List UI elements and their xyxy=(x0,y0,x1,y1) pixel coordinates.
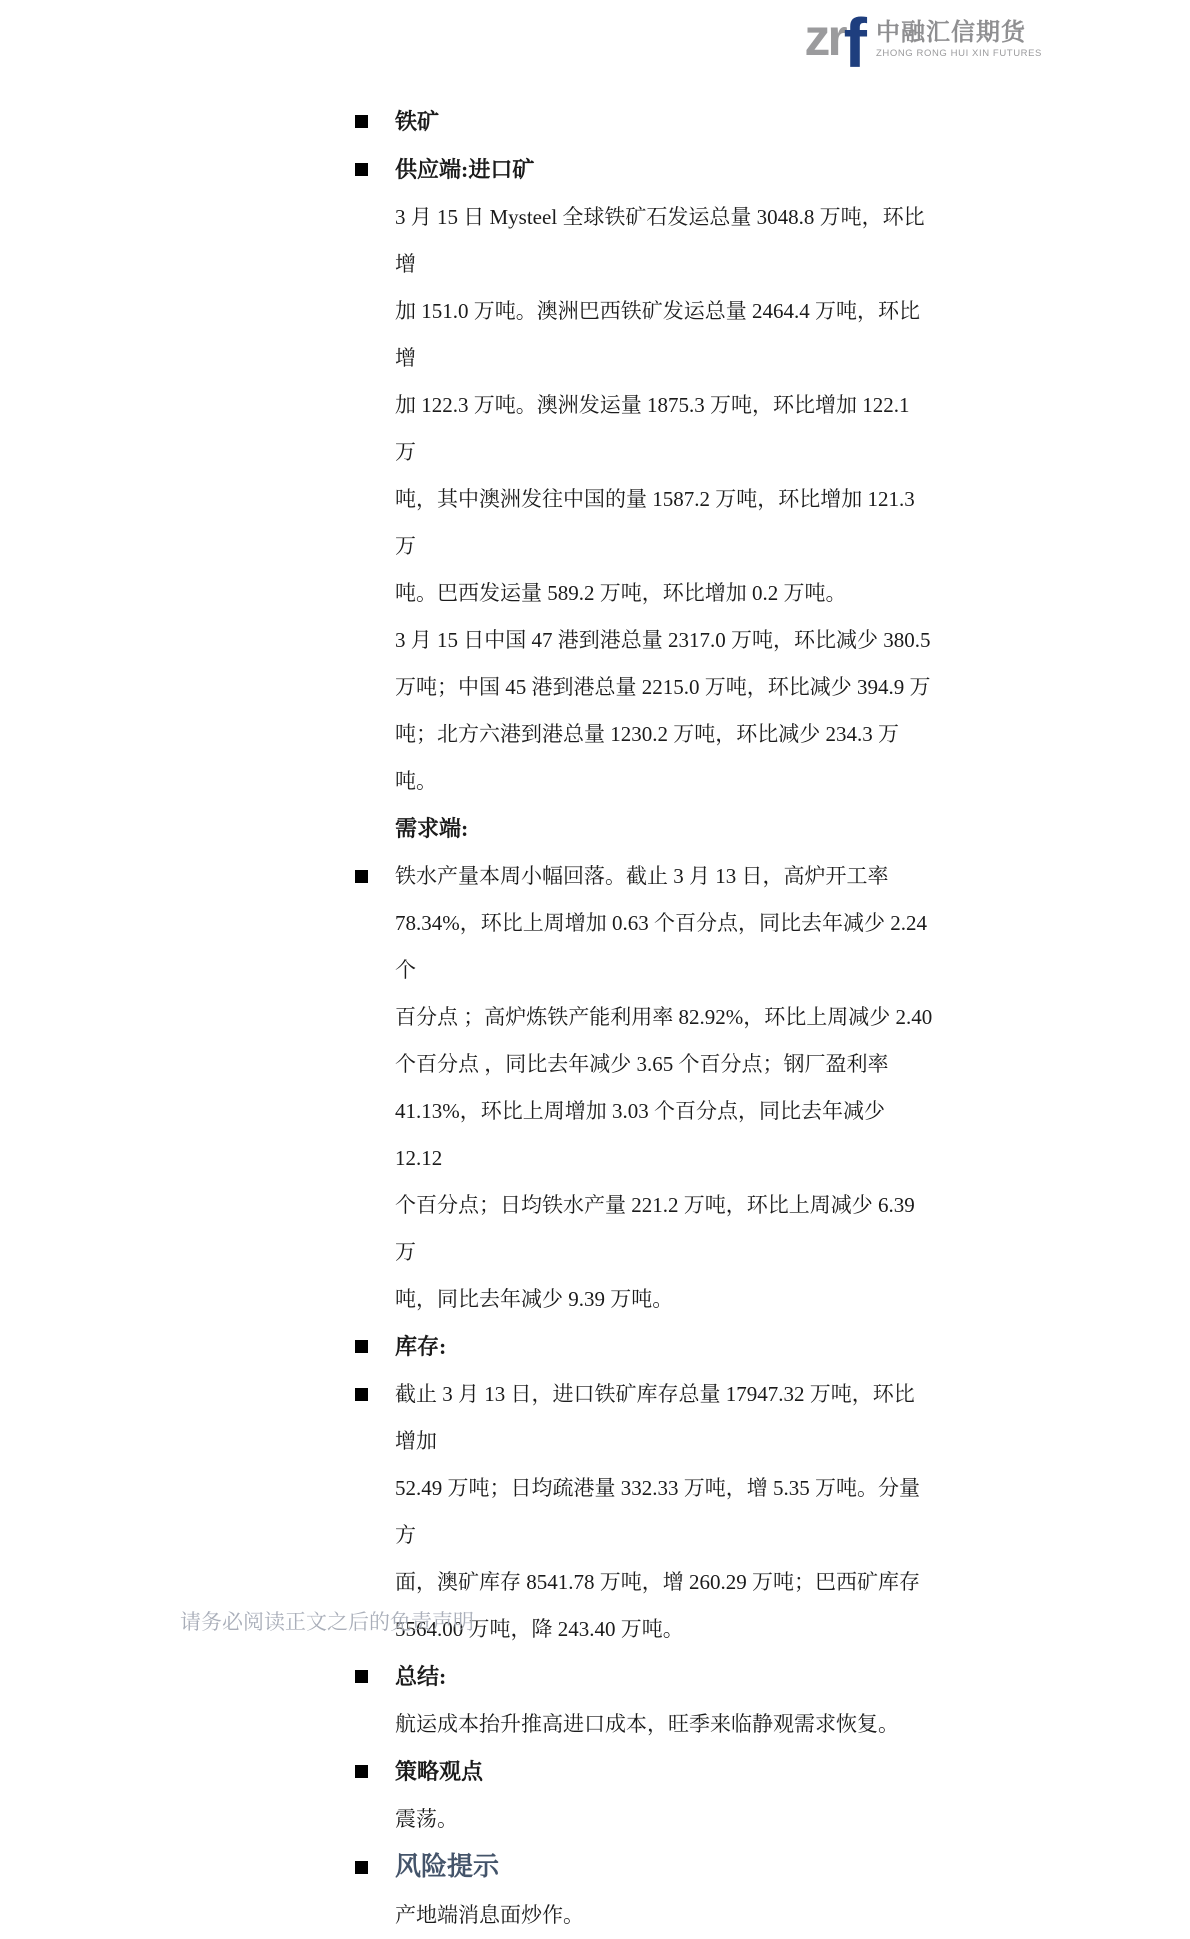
demand-heading-row xyxy=(355,805,935,853)
risk-text: 产地端消息面炒作。 xyxy=(395,1903,584,1927)
section-commodity xyxy=(355,98,935,146)
section-strategy-heading xyxy=(355,1748,935,1796)
logo-zr-letters: zr xyxy=(804,9,845,67)
company-logo xyxy=(804,4,1042,83)
risk-heading: 风险提示 xyxy=(395,1852,500,1881)
bullet-square-icon xyxy=(355,1388,368,1401)
strategy-text: 震荡。 xyxy=(395,1807,458,1831)
supply-line: 3 月 15 日中国 47 港到港总量 2317.0 万吨，环比减少 380.5 xyxy=(395,628,931,652)
demand-paragraph xyxy=(355,853,935,1323)
demand-line: 个百分点 ，同比去年减少 3.65 个百分点；钢厂盈利率 xyxy=(395,1052,889,1076)
logo-company-names xyxy=(876,20,1042,58)
bullet-square-icon xyxy=(355,1340,368,1353)
report-body xyxy=(355,98,935,1939)
logo-wordmark-icon xyxy=(804,4,867,83)
inventory-line: 52.49 万吨；日均疏港量 332.33 万吨，增 5.35 万吨。分量方 xyxy=(395,1476,920,1547)
bullet-square-icon xyxy=(355,163,368,176)
supply-line: 吨。巴西发运量 589.2 万吨，环比增加 0.2 万吨。 xyxy=(395,581,847,605)
company-name-chinese: 中融汇信期货 xyxy=(875,19,1026,47)
company-name-english: ZHONG RONG HUI XIN FUTURES xyxy=(875,47,1042,59)
footer-disclaimer: 请务必阅读正文之后的免责声明 xyxy=(180,1610,474,1634)
summary-text: 航运成本抬升推高进口成本，旺季来临静观需求恢复。 xyxy=(395,1712,899,1736)
logo-f-letter: f xyxy=(843,4,867,83)
bullet-square-icon xyxy=(355,1861,368,1874)
demand-line: 个百分点；日均铁水产量 221.2 万吨，环比上周减少 6.39 万 xyxy=(395,1193,915,1264)
bullet-square-icon xyxy=(355,115,368,128)
supply-line: 3 月 15 日 Mysteel 全球铁矿石发运总量 3048.8 万吨，环比增 xyxy=(395,205,925,276)
bullet-square-icon xyxy=(355,870,368,883)
demand-line: 铁水产量本周小幅回落。截止 3 月 13 日，高炉开工率 xyxy=(395,864,889,888)
demand-line: 78.34%，环比上周增加 0.63 个百分点，同比去年减少 2.24 个 xyxy=(395,911,927,982)
inventory-line: 面，澳矿库存 8541.78 万吨，增 260.29 万吨；巴西矿库存 xyxy=(395,1570,920,1594)
section-risk-heading xyxy=(355,1843,935,1892)
supply-line: 加 151.0 万吨。澳洲巴西铁矿发运总量 2464.4 万吨，环比增 xyxy=(395,299,920,370)
demand-line: 吨，同比去年减少 9.39 万吨。 xyxy=(395,1287,674,1311)
section-supply-heading xyxy=(355,146,935,194)
summary-heading: 总结: xyxy=(395,1664,447,1689)
supply-paragraph xyxy=(355,194,935,805)
supply-line: 吨，其中澳洲发往中国的量 1587.2 万吨，环比增加 121.3 万 xyxy=(395,487,915,558)
commodity-heading: 铁矿 xyxy=(395,109,440,134)
section-inventory-heading xyxy=(355,1323,935,1371)
strategy-heading: 策略观点 xyxy=(395,1759,484,1784)
inventory-heading: 库存: xyxy=(395,1334,447,1359)
supply-line: 吨；北方六港到港总量 1230.2 万吨，环比减少 234.3 万吨。 xyxy=(395,722,899,793)
section-summary-heading xyxy=(355,1653,935,1701)
supply-heading: 供应端:进口矿 xyxy=(395,157,535,182)
demand-line: 41.13%，环比上周增加 3.03 个百分点，同比去年减少 12.12 xyxy=(395,1099,885,1170)
demand-heading: 需求端: xyxy=(395,816,469,841)
supply-line: 万吨；中国 45 港到港总量 2215.0 万吨，环比减少 394.9 万 xyxy=(395,675,931,699)
bullet-square-icon xyxy=(355,1670,368,1683)
bullet-square-icon xyxy=(355,1765,368,1778)
inventory-line: 截止 3 月 13 日，进口铁矿库存总量 17947.32 万吨，环比增加 xyxy=(395,1382,915,1453)
inventory-line: 5564.00 万吨，降 243.40 万吨。 xyxy=(395,1617,684,1641)
demand-line: 百分点 ；高炉炼铁产能利用率 82.92%，环比上周减少 2.40 xyxy=(395,1005,933,1029)
supply-line: 加 122.3 万吨。澳洲发运量 1875.3 万吨，环比增加 122.1 万 xyxy=(395,393,910,464)
